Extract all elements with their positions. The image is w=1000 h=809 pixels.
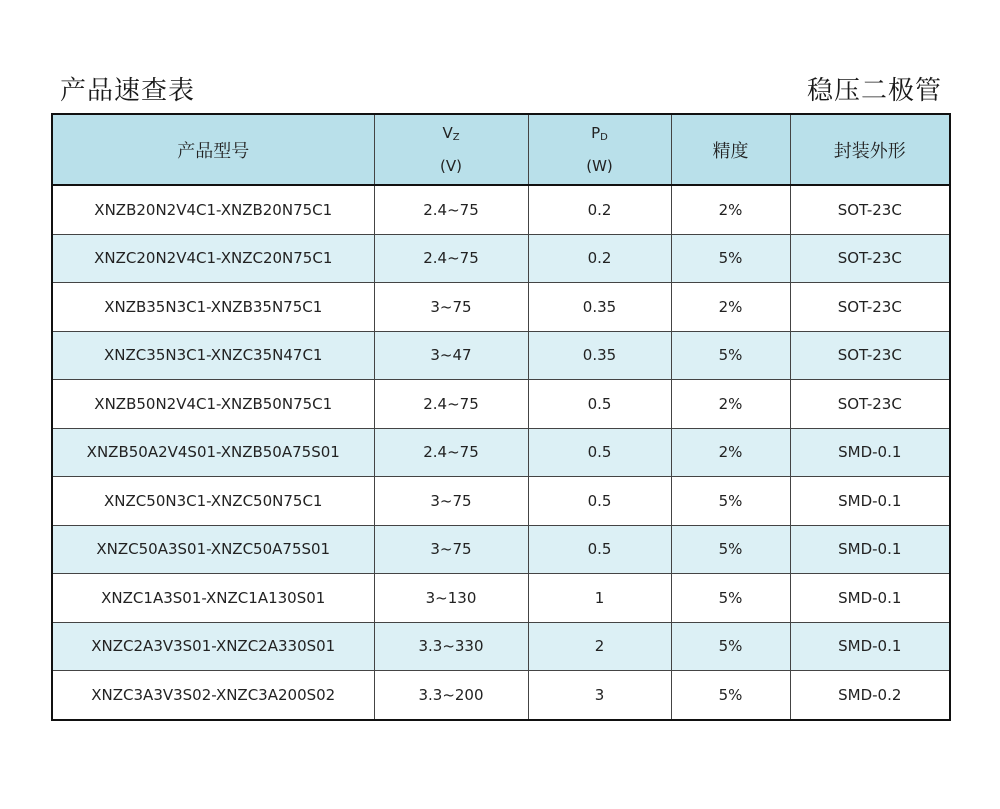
column-header-accuracy: 精度 — [671, 114, 790, 185]
cell-accuracy: 5% — [671, 622, 790, 671]
cell-pd: 0.5 — [528, 477, 671, 526]
cell-package: SMD-0.1 — [790, 622, 950, 671]
cell-package: SOT-23C — [790, 234, 950, 283]
vz-unit: (V) — [440, 157, 462, 175]
cell-model: XNZC1A3S01-XNZC1A130S01 — [52, 574, 374, 623]
cell-accuracy: 2% — [671, 428, 790, 477]
pd-symbol: $P_D$ — [591, 124, 608, 143]
table-row — [52, 428, 950, 477]
table-header-row — [52, 114, 950, 185]
cell-accuracy: 5% — [671, 525, 790, 574]
cell-model: XNZC50A3S01-XNZC50A75S01 — [52, 525, 374, 574]
column-header-package: 封装外形 — [790, 114, 950, 185]
cell-vz: 3~75 — [374, 477, 528, 526]
cell-package: SOT-23C — [790, 380, 950, 429]
cell-pd: 2 — [528, 622, 671, 671]
cell-accuracy: 5% — [671, 574, 790, 623]
table-row — [52, 331, 950, 380]
cell-accuracy: 2% — [671, 185, 790, 234]
column-header-model: 产品型号 — [52, 114, 374, 185]
vz-symbol: $V_Z$ — [442, 124, 460, 143]
table-row — [52, 185, 950, 234]
cell-vz: 3.3~330 — [374, 622, 528, 671]
pd-unit: (W) — [586, 157, 613, 175]
cell-model: XNZB50A2V4S01-XNZB50A75S01 — [52, 428, 374, 477]
product-table — [51, 113, 951, 721]
cell-package: SMD-0.1 — [790, 477, 950, 526]
cell-vz: 2.4~75 — [374, 380, 528, 429]
cell-model: XNZB20N2V4C1-XNZB20N75C1 — [52, 185, 374, 234]
cell-vz: 3~75 — [374, 525, 528, 574]
cell-vz: 2.4~75 — [374, 428, 528, 477]
cell-pd: 0.5 — [528, 428, 671, 477]
cell-accuracy: 5% — [671, 234, 790, 283]
cell-pd: 0.5 — [528, 380, 671, 429]
table-row — [52, 525, 950, 574]
cell-vz: 2.4~75 — [374, 185, 528, 234]
cell-accuracy: 5% — [671, 331, 790, 380]
table-row — [52, 380, 950, 429]
cell-pd: 0.35 — [528, 331, 671, 380]
cell-package: SMD-0.1 — [790, 428, 950, 477]
cell-package: SOT-23C — [790, 185, 950, 234]
cell-model: XNZC2A3V3S01-XNZC2A330S01 — [52, 622, 374, 671]
table-row — [52, 671, 950, 720]
cell-model: XNZC50N3C1-XNZC50N75C1 — [52, 477, 374, 526]
cell-model: XNZB50N2V4C1-XNZB50N75C1 — [52, 380, 374, 429]
cell-vz: 2.4~75 — [374, 234, 528, 283]
cell-pd: 0.2 — [528, 234, 671, 283]
cell-package: SMD-0.1 — [790, 574, 950, 623]
cell-package: SMD-0.1 — [790, 525, 950, 574]
cell-model: XNZC35N3C1-XNZC35N47C1 — [52, 331, 374, 380]
cell-package: SOT-23C — [790, 331, 950, 380]
cell-accuracy: 2% — [671, 380, 790, 429]
cell-pd: 0.5 — [528, 525, 671, 574]
table-row — [52, 574, 950, 623]
cell-model: XNZC20N2V4C1-XNZC20N75C1 — [52, 234, 374, 283]
table-row — [52, 477, 950, 526]
cell-pd: 1 — [528, 574, 671, 623]
cell-vz: 3~47 — [374, 331, 528, 380]
product-category: 稳压二极管 — [806, 76, 942, 106]
table-row — [52, 283, 950, 332]
cell-accuracy: 5% — [671, 477, 790, 526]
column-header-vz — [374, 114, 528, 185]
cell-pd: 3 — [528, 671, 671, 720]
cell-accuracy: 5% — [671, 671, 790, 720]
cell-model: XNZB35N3C1-XNZB35N75C1 — [52, 283, 374, 332]
column-header-pd — [528, 114, 671, 185]
table-row — [52, 234, 950, 283]
cell-vz: 3~130 — [374, 574, 528, 623]
table-row — [52, 622, 950, 671]
cell-vz: 3.3~200 — [374, 671, 528, 720]
cell-package: SOT-23C — [790, 283, 950, 332]
cell-package: SMD-0.2 — [790, 671, 950, 720]
cell-pd: 0.2 — [528, 185, 671, 234]
cell-model: XNZC3A3V3S02-XNZC3A200S02 — [52, 671, 374, 720]
cell-pd: 0.35 — [528, 283, 671, 332]
page-title: 产品速查表 — [60, 76, 196, 106]
cell-accuracy: 2% — [671, 283, 790, 332]
cell-vz: 3~75 — [374, 283, 528, 332]
